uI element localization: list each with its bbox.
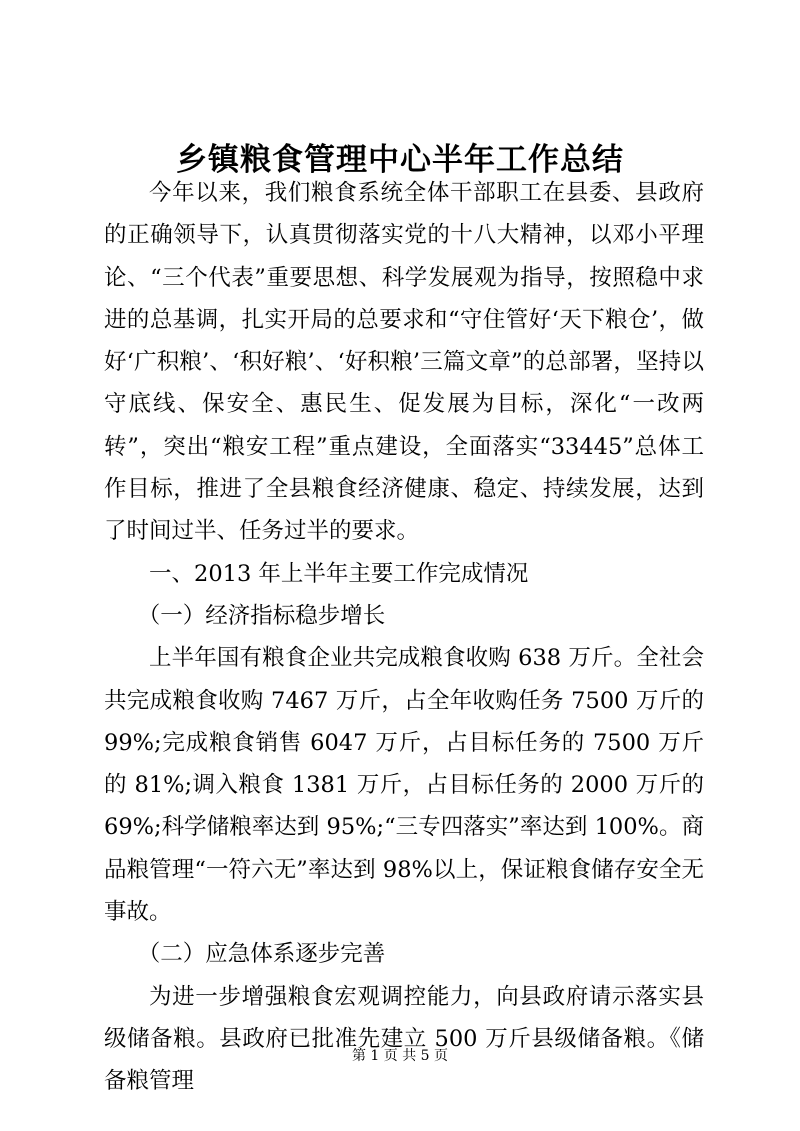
- document-body: [104, 172, 704, 1103]
- subsection-heading-1: （一）经济指标稳步增长: [137, 602, 386, 629]
- economic-indicators-paragraph: 上半年国有粮食企业共完成粮食收购 638 万斤。全社会共完成粮食收购 7467 万斤，占全年收购任务 7500 万斤的 99%;完成粮食销售 6047 万斤，占目标任务的 7500 万斤的 81%;调入粮食 1381 万斤，占目标任务的 2000 万斤的 69%;科学储粮率达到 95%;“三专四落实”率达到 100%。商品粮管理“一符六无”率达到 98%以上，保证粮食储存安全无事故。: [104, 645, 704, 926]
- document-title: 乡镇粮食管理中心半年工作总结: [176, 142, 624, 178]
- subsection-heading-2: （二）应急体系逐步完善: [137, 941, 386, 968]
- intro-paragraph: 今年以来，我们粮食系统全体干部职工在县委、县政府的正确领导下，认真贯彻落实党的十八大精神，以邓小平理论、“三个代表”重要思想、科学发展观为指导，按照稳中求进的总基调，扎实开局的总要求和“守住管好‘天下粮仓’，做好‘广积粮’、‘积好粮’、‘好积粮’三篇文章”的总部署，坚持以守底线、保安全、惠民生、促发展为目标，深化“一改两转”，突出“粮安工程”重点建设，全面落实“33445”总体工作目标，推进了全县粮食经济健康、稳定、持续发展，达到了时间过半、任务过半的要求。: [104, 180, 704, 545]
- section-heading-1: 一、2013 年上半年主要工作完成情况: [149, 560, 529, 587]
- page-footer: 第 1 页 共 5 页: [351, 1048, 449, 1064]
- emergency-system-paragraph: 为进一步增强粮食宏观调控能力，向县政府请示落实县级储备粮。县政府已批准先建立 500 万斤县级储备粮。《储备粮管理: [104, 983, 704, 1095]
